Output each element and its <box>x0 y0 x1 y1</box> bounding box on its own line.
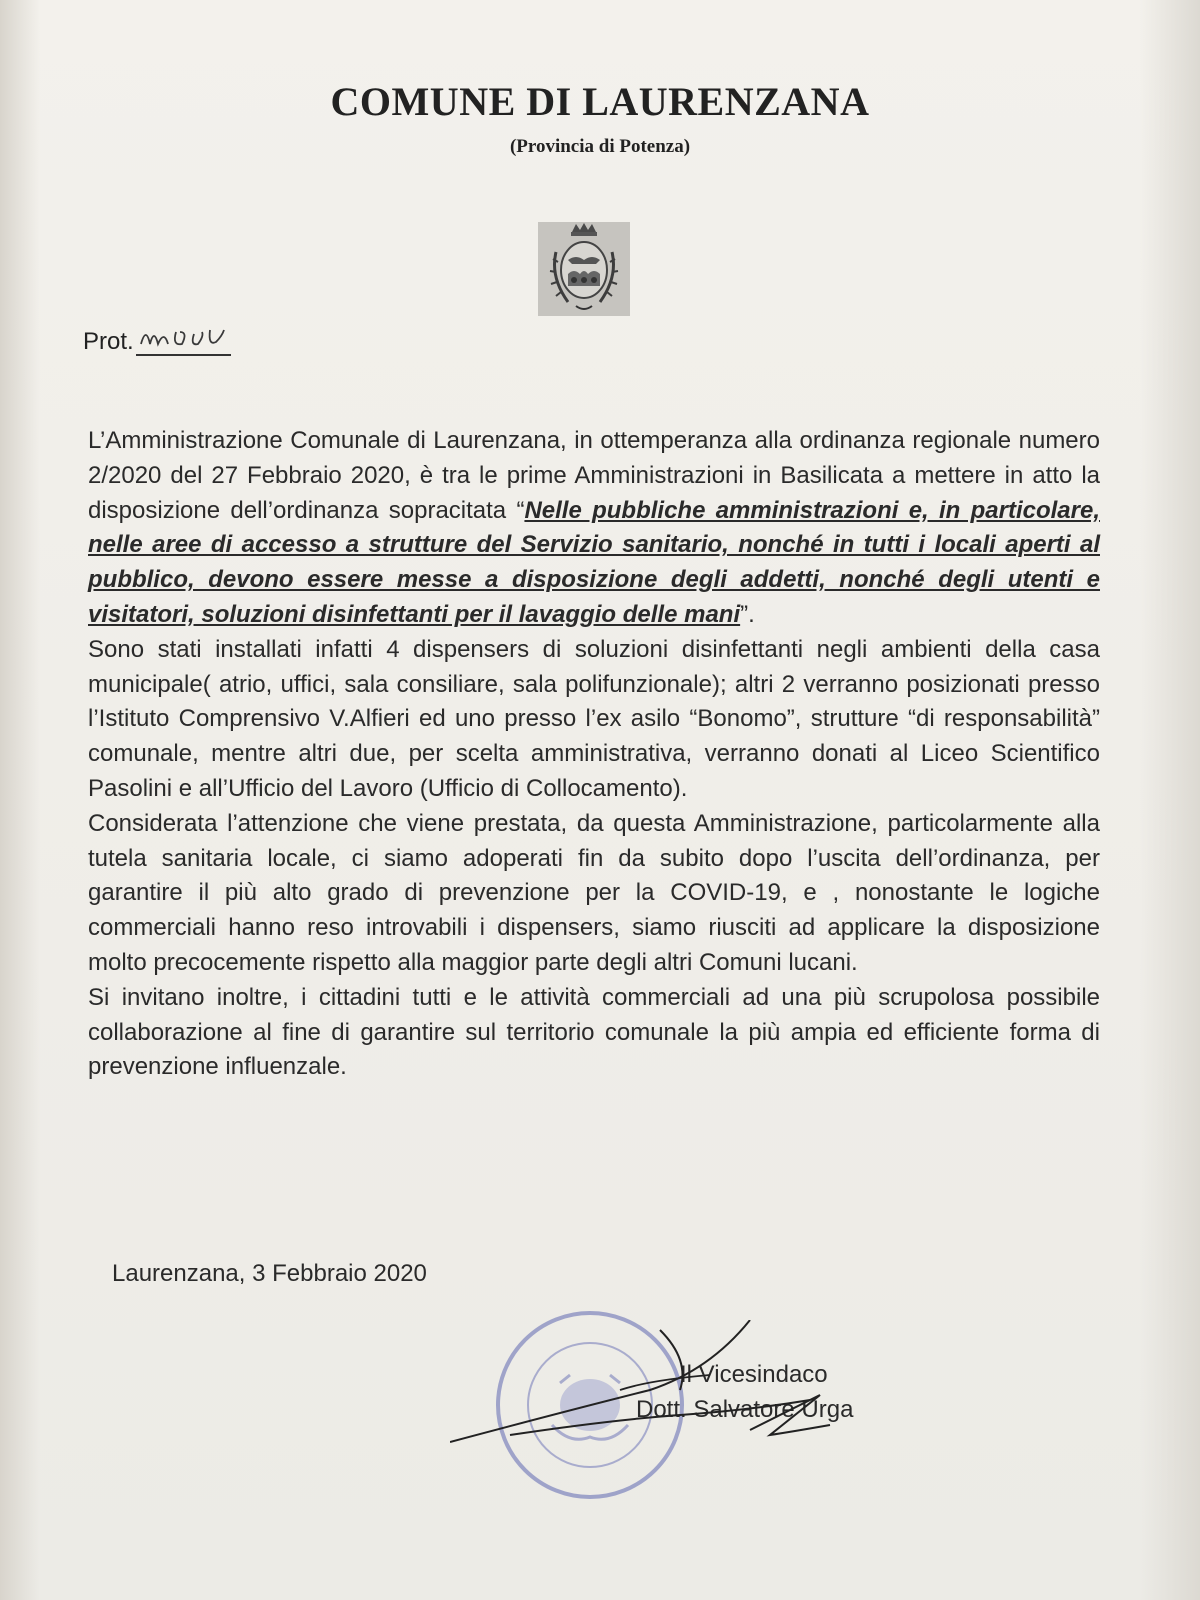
place-date: Laurenzana, 3 Febbraio 2020 <box>112 1260 427 1287</box>
page-title: COMUNE DI LAURENZANA <box>330 79 870 124</box>
letter-body <box>88 424 1100 1085</box>
handwritten-signature-icon <box>450 1320 870 1520</box>
municipal-coat-of-arms-icon <box>538 222 630 316</box>
paragraph-dispensers: Sono stati installati infatti 4 dispensers di soluzioni disinfettanti negli ambienti della casa municipale( atrio, uffici, sala consiliare, sala polifunzionale); altri 2 verranno posizionati presso l’Istituto Comprensivo V.Alfieri ed uno presso l’ex asilo “Bonomo”, strutture “di responsabilità” comunale, mentre altri due, per scelta amministrativa, verranno donati al Liceo Scientifico Pasolini e all’Ufficio del Lavoro (Ufficio di Collocamento). <box>88 635 1100 802</box>
signatory-role: Il Vicesindaco <box>680 1361 828 1388</box>
page-subtitle: (Provincia di Potenza) <box>509 136 691 157</box>
paragraph-intro: L’Amministrazione Comunale di Laurenzana, in ottemperanza alla ordinanza regionale numero 2/2020 del 27 Febbraio 2020, è tra le prime Amministrazioni in Basilicata a mettere in atto la disposizione dell’ordinanza sopracitata “Nelle pubbliche amministrazioni e, in particolare, nelle aree di accesso a strutture del Servizio sanitario, nonché in tutti i locali aperti al pubblico, devono essere messe a disposizione degli addetti, nonché degli utenti e visitatori, soluzioni disinfettanti per il lavaggio delle mani”. <box>88 427 1100 628</box>
protocol-number <box>83 328 231 356</box>
paragraph-prevention: Considerata l’attenzione che viene prestata, da questa Amministrazione, particolarmente alla tutela sanitaria locale, ci siamo adoperati fin da subito dopo l’uscita dell’ordinanza, per garantire il più alto grado di prevenzione per la COVID-19, e , nonostante le logiche commerciali hanno reso introvabili i dispensers, siamo riusciti ad applicare la disposizione molto precocemente rispetto alla maggior parte degli altri Comuni lucani. <box>88 809 1100 976</box>
protocol-label: Prot. <box>83 328 134 355</box>
ordinance-quote: Nelle pubbliche amministrazioni e, in particolare, nelle aree di accesso a strutture del Servizio sanitario, nonché in tutti i locali aperti al pubblico, devono essere messe a disposizione degli addetti, nonché degli utenti e visitatori, soluzioni disinfettanti per il lavaggio delle mani <box>88 496 1100 628</box>
signatory-name: Dott. Salvatore Urga <box>636 1396 854 1423</box>
paragraph-invitation: Si invitano inoltre, i cittadini tutti e le attività commerciali ad una più scrupolosa possibile collaborazione al fine di garantire sul territorio comunale la più ampia ed efficiente forma di prevenzione influenzale. <box>88 983 1100 1081</box>
protocol-handwritten-value <box>136 328 231 356</box>
